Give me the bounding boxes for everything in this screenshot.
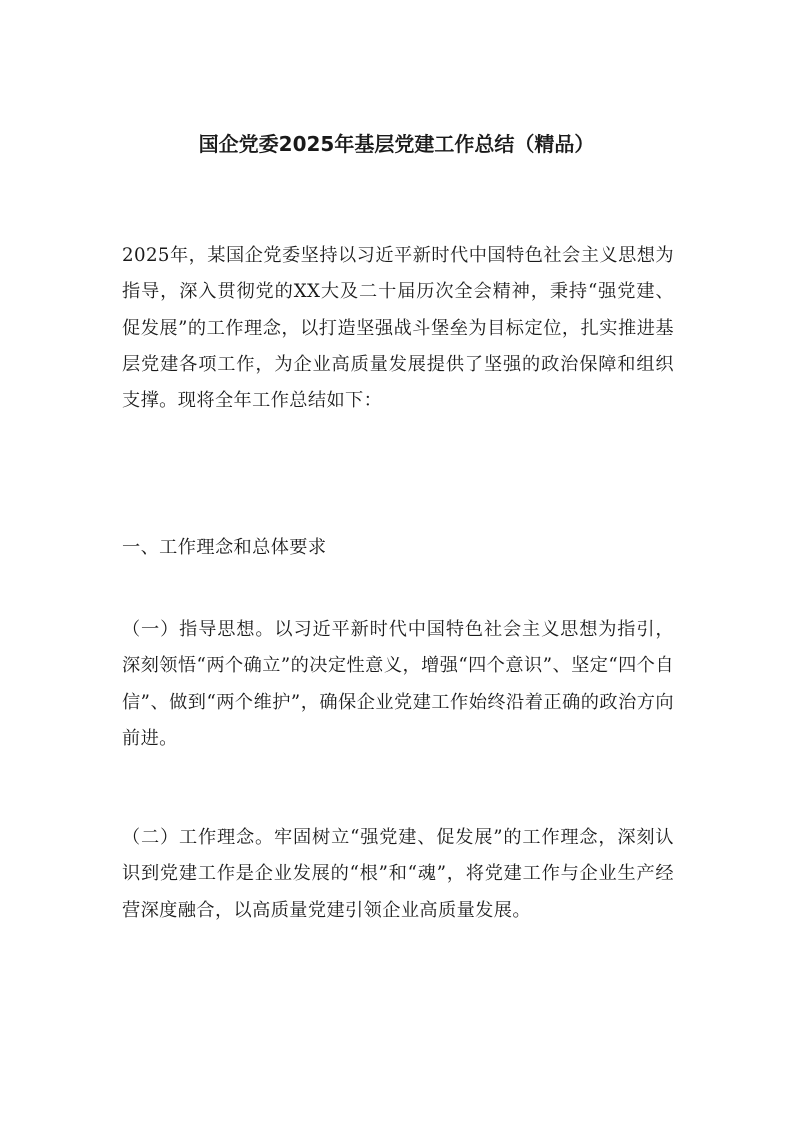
document-title: 国企党委2025年基层党建工作总结（精品） [198, 132, 595, 156]
section-heading: 一、工作理念和总体要求 [122, 537, 327, 558]
work-philosophy-paragraph: （二）工作理念。牢固树立“强党建、促发展”的工作理念，深刻认识到党建工作是企业发展的“根”和“魂”，将党建工作与企业生产经营深度融合，以高质量党建引领企业高质量发展。 [122, 827, 674, 921]
guiding-ideology-paragraph: （一）指导思想。以习近平新时代中国特色社会主义思想为指引，深刻领悟“两个确立”的决定性意义，增强“四个意识”、坚定“四个自信”、做到“两个维护”，确保企业党建工作始终沿着正确的政治方向前进。 [122, 619, 674, 749]
intro-paragraph: 2025年，某国企党委坚持以习近平新时代中国特色社会主义思想为指导，深入贯彻党的XX大及二十届历次全会精神，秉持“强党建、促发展”的工作理念，以打造坚强战斗堡垒为目标定位，扎实推进基层党建各项工作，为企业高质量发展提供了坚强的政治保障和组织支撑。现将全年工作总结如下： [122, 245, 674, 412]
